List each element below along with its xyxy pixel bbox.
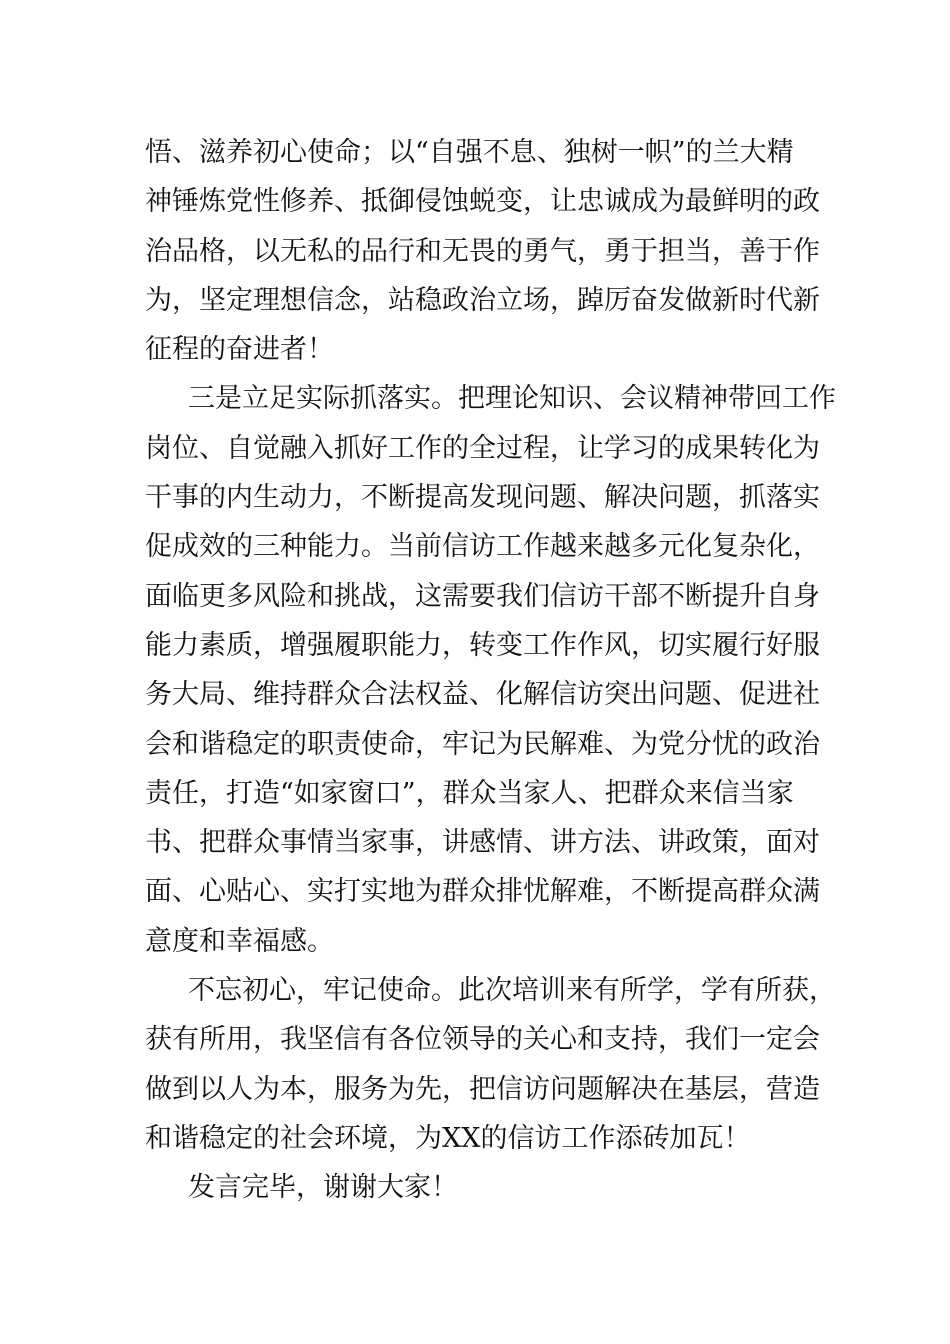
text-line: 为，坚定理想信念，站稳政治立场，踔厉奋发做新时代新 [145, 284, 820, 316]
paragraph-1 [145, 128, 820, 374]
document-body [145, 128, 836, 1213]
text-line: 三是立足实际抓落实。把理论知识、会议精神带回工作 [188, 383, 836, 415]
text-line: 会和谐稳定的职责使命，牢记为民解难、为党分忧的政治 [145, 728, 820, 760]
text-line: 干事的内生动力，不断提高发现问题、解决问题，抓落实 [145, 482, 820, 514]
text-line: 不忘初心，牢记使命。此次培训来有所学，学有所获， [188, 975, 836, 1007]
text-line: 和谐稳定的社会环境，为XX的信访工作添砖加瓦！ [145, 1122, 751, 1154]
text-line: 意度和幸福感。 [145, 925, 334, 957]
paragraph-4 [145, 1163, 810, 1212]
text-line: 获有所用，我坚信有各位领导的关心和支持，我们一定会 [145, 1024, 820, 1056]
text-line: 治品格，以无私的品行和无畏的勇气，勇于担当，善于作 [145, 235, 820, 267]
text-line: 发言完毕，谢谢大家！ [188, 1172, 458, 1204]
text-line: 书、把群众事情当家事，讲感情、讲方法、讲政策，面对 [145, 827, 820, 859]
text-line: 责任，打造“如家窗口”，群众当家人、把群众来信当家 [145, 777, 794, 809]
text-line: 能力素质，增强履职能力，转变工作作风，切实履行好服 [145, 629, 820, 661]
text-line: 面临更多风险和挑战，这需要我们信访干部不断提升自身 [145, 580, 820, 612]
text-line: 征程的奋进者！ [145, 334, 334, 366]
text-line: 做到以人为本，服务为先，把信访问题解决在基层，营造 [145, 1073, 820, 1105]
text-line: 岗位、自觉融入抓好工作的全过程，让学习的成果转化为 [145, 432, 820, 464]
paragraph-2 [145, 374, 836, 966]
text-line: 悟、滋养初心使命；以“自强不息、独树一帜”的兰大精 [145, 137, 794, 168]
text-line: 面、心贴心、实打实地为群众排忧解难，不断提高群众满 [145, 876, 820, 908]
text-line: 神锤炼党性修养、抵御侵蚀蜕变，让忠诚成为最鲜明的政 [145, 186, 820, 218]
text-line: 务大局、维持群众合法权益、化解信访突出问题、促进社 [145, 679, 820, 711]
text-line: 促成效的三种能力。当前信访工作越来越多元化复杂化， [145, 531, 820, 563]
paragraph-3 [145, 966, 836, 1163]
